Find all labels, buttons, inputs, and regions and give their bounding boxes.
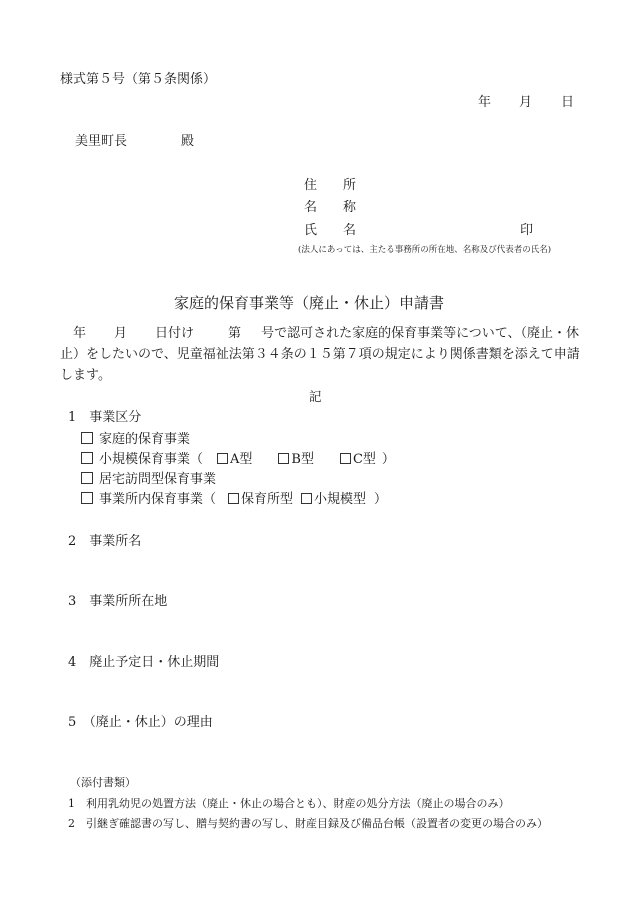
paren-close-2: ） [374,492,388,507]
section-3-label: 3 事業所所在地 [68,594,168,609]
option-kyotaku [81,468,216,487]
option-jigyosho [81,488,387,507]
option-shokibo-label: 小規模保育事業（ [99,452,204,467]
type-b-label: B型 [291,452,314,467]
section-5-label: 5 （廃止・休止）の理由 [68,715,213,730]
document-title: 家庭的保育事業等（廃止・休止）申請書 [174,294,445,312]
checkbox-type-hoikusho[interactable] [228,493,239,504]
option-katei [81,428,190,447]
checkbox-type-c[interactable] [340,453,351,464]
addressee-name: 美里町長 [75,134,128,149]
option-kyotaku-label: 居宅訪問型保育事業 [99,472,217,487]
body-day-dated: 日付け [155,326,195,341]
option-shokibo [81,448,395,467]
checkbox-type-shokibo[interactable] [301,493,312,504]
body-dai: 第 [228,326,242,341]
body-rest: 号で認可された家庭的保育事業等について、（廃止・休止）をしたいので、児童福祉法第３４条の１５第７項の規定により関係書類を添えて申請します。 [60,326,580,383]
form-number: 様式第５号（第５条関係） [60,72,217,87]
body-month: 月 [114,326,128,341]
paren-close-1: ） [381,452,395,467]
address-label: 住 所 [304,178,357,193]
date-year: 年 [478,95,492,110]
attachment-item-1: 1 利用乳幼児の処置方法（廃止・休止の場合とも）、財産の処分方法（廃止の場合のみ） [68,797,510,810]
section-4-label: 4 廃止予定日・休止期間 [68,655,220,670]
org-name-label: 名 称 [304,200,357,215]
date-day: 日 [561,95,575,110]
attachment-item-2: 2 引継ぎ確認書の写し、贈与契約書の写し、財産目録及び備品台帳（設置者の変更の場合のみ） [68,817,548,830]
person-name-label: 氏 名 [304,223,357,238]
checkbox-type-b[interactable] [278,453,289,464]
checkbox-shokibo[interactable] [81,452,93,464]
corporate-note: (法人にあっては、主たる事務所の所在地、名称及び代表者の氏名) [298,245,552,255]
option-katei-label: 家庭的保育事業 [99,432,191,447]
checkbox-jigyosho[interactable] [81,492,93,504]
seal-mark: 印 [520,223,534,238]
checkbox-type-a[interactable] [217,453,228,464]
checkbox-kyotaku[interactable] [81,472,93,484]
date-month: 月 [519,95,533,110]
attachments-heading: （添付書類） [70,776,136,789]
addressee-honorific: 殿 [181,134,195,149]
option-jigyosho-label: 事業所内保育事業（ [99,492,217,507]
type-hoikusho-label: 保育所型 [241,492,294,507]
body-year: 年 [73,326,87,341]
type-c-label: C型 [352,452,376,467]
type-a-label: A型 [230,452,253,467]
body-paragraph [60,323,580,386]
checkbox-katei[interactable] [81,432,93,444]
section-1-label: 1 事業区分 [68,410,142,425]
type-shokibo-label: 小規模型 [314,492,367,507]
section-2-label: 2 事業所名 [68,534,142,549]
ki-heading: 記 [309,389,322,404]
